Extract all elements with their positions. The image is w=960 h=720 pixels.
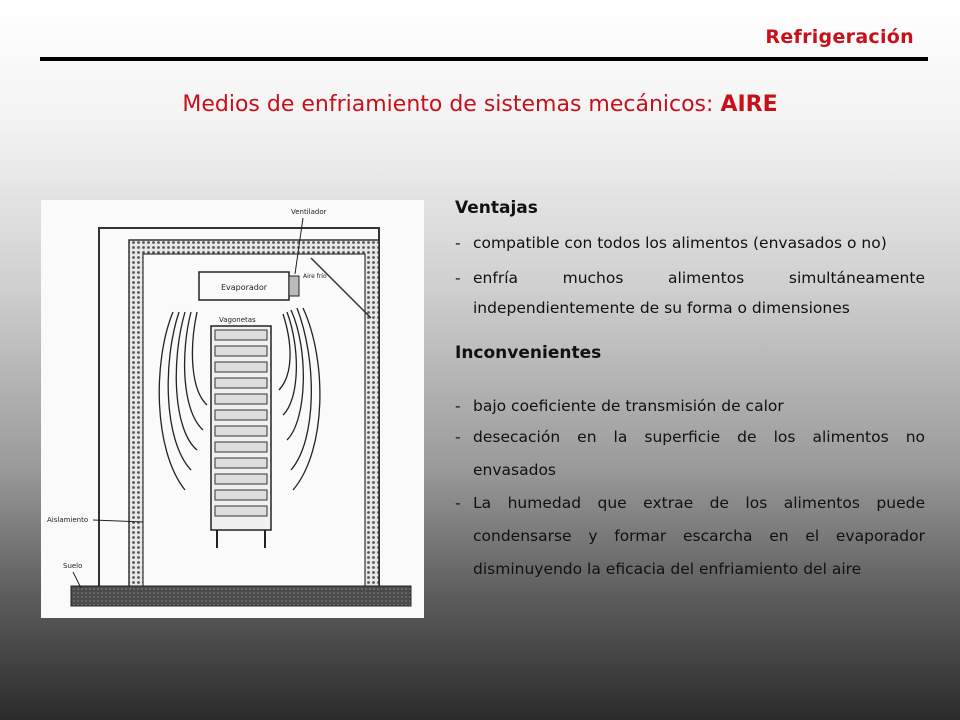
disadvantage-text: La humedad que extrae de los alimentos puede condensarse y formar escarcha en el evaporador disminuyendo la eficacia del enfriamiento del aire (473, 494, 925, 578)
insulation-label: Aislamiento (47, 516, 89, 524)
bullet-dash: - (455, 397, 461, 415)
advantages-heading: Ventajas (455, 198, 538, 218)
header-rule (40, 57, 928, 61)
slide-title (0, 92, 960, 117)
fan-label: Ventilador (291, 208, 327, 216)
disadvantages-heading: Inconvenientes (455, 343, 602, 363)
evaporator-label: Evaporador (220, 283, 268, 292)
fan-box (289, 276, 299, 296)
floor-slab (71, 586, 411, 606)
advantage-item (455, 230, 925, 257)
bullet-dash: - (455, 494, 461, 512)
cold-room-diagram (41, 200, 424, 618)
advantage-text: compatible con todos los alimentos (envasados o no) (473, 234, 887, 252)
disadvantage-text: bajo coeficiente de transmisión de calor (473, 397, 784, 415)
advantage-item (455, 263, 925, 323)
disadvantage-item (455, 391, 925, 421)
floor-label: Suelo (63, 562, 83, 570)
brand-label: Refrigeración (765, 26, 914, 48)
shelves-label: Vagonetas (219, 316, 256, 324)
bullet-dash: - (455, 428, 461, 446)
content-column (455, 198, 925, 586)
title-accent: AIRE (720, 92, 778, 117)
disadvantage-text: desecación en la superficie de los alimentos no envasados (473, 428, 925, 479)
bullet-dash: - (455, 234, 461, 252)
disadvantage-item (455, 421, 925, 487)
air-out-label: Aire frío (303, 273, 327, 280)
bullet-dash: - (455, 269, 461, 287)
disadvantage-item (455, 487, 925, 586)
title-main: Medios de enfriamiento de sistemas mecánicos: (182, 92, 714, 117)
advantage-text: enfría muchos alimentos simultáneamente independientemente de su forma o dimensiones (473, 269, 925, 317)
